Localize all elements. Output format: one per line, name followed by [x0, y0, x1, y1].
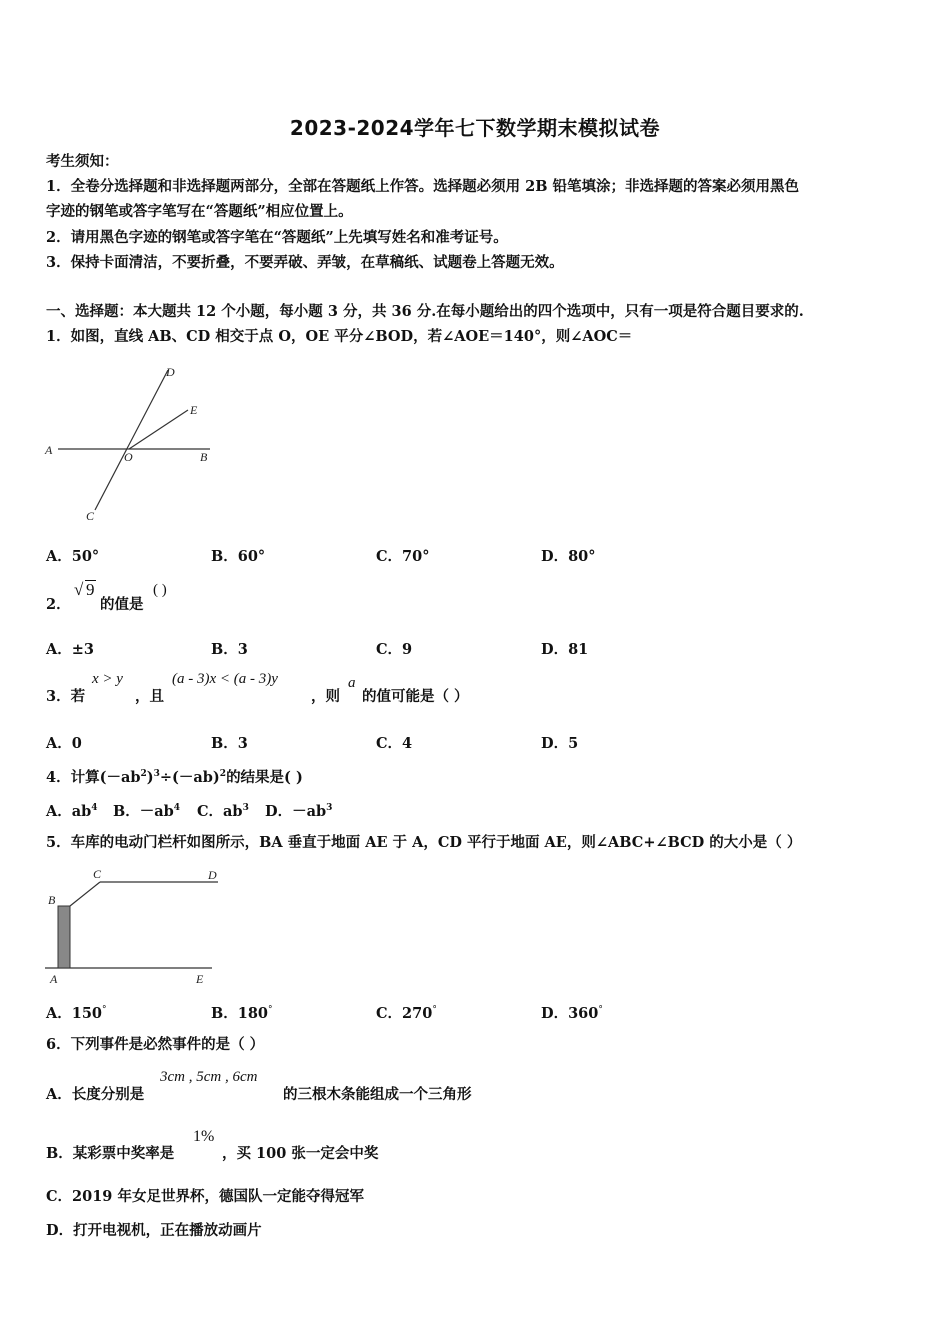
ray-oe — [129, 410, 188, 449]
label-d: D — [166, 365, 175, 379]
q1-option-a: A．50° — [46, 548, 100, 565]
page-title: 2023-2024学年七下数学期末模拟试卷 — [289, 116, 661, 140]
q3-variable: a — [348, 675, 356, 691]
q6-option-a-suffix: 的三根木条能组成一个三角形 — [283, 1086, 472, 1103]
q3-option-c: C．4 — [376, 735, 413, 752]
notice-line-1b: 字迹的钢笔或答字笔写在“答题纸”相应位置上。 — [46, 203, 353, 220]
notice-line-1a: 1．全卷分选择题和非选择题两部分，全部在答题纸上作答。选择题必须用 2B 铅笔填涂；非选择题的答案必须用黑色 — [46, 178, 800, 195]
q4-option-c: C．$ab^3$ — [197, 803, 249, 820]
q6-option-b-math: 1% — [193, 1128, 215, 1145]
q5-option-b: B．180° — [211, 1005, 273, 1022]
label-e: E — [190, 403, 198, 417]
q5-text: 5．车库的电动门栏杆如图所示，BA 垂直于地面 AE 于 A，CD 平行于地面 AE，则∠ABC+∠BCD 的大小是（ ） — [46, 834, 802, 851]
q1-text: 1．如图，直线 AB、CD 相交于点 O，OE 平分∠BOD，若∠AOE＝140°，则∠AOC＝ — [46, 328, 633, 345]
label-a: A — [45, 443, 53, 457]
q2-text: 的值是 — [100, 596, 144, 613]
notice-line-3: 3．保持卡面清洁，不要折叠，不要弄破、弄皱，在草稿纸、试题卷上答题无效。 — [46, 254, 564, 271]
q1-option-b: B．60° — [211, 548, 266, 565]
q2-option-b: B．3 — [211, 641, 248, 658]
bar-bc — [70, 882, 100, 906]
q5-figure — [40, 862, 225, 992]
q4-option-b: B．$-ab^4$ — [113, 803, 181, 820]
q5-option-a: A．150° — [46, 1005, 107, 1022]
label-o: O — [124, 450, 133, 464]
q2-option-d: D．81 — [541, 641, 589, 658]
line-cd — [95, 370, 168, 510]
q3-and: ，且 — [135, 688, 164, 705]
label-a: A — [50, 972, 58, 986]
q5-option-c: C．270° — [376, 1005, 437, 1022]
q6-option-a-math: 3cm , 5cm , 6cm — [160, 1069, 258, 1085]
q3-text: 的值可能是（ ） — [362, 688, 469, 705]
q1-option-c: C．70° — [376, 548, 430, 565]
q4-option-d: D．$-ab^3$ — [265, 803, 333, 820]
q6-option-d: D．打开电视机，正在播放动画片 — [46, 1222, 262, 1239]
label-d: D — [208, 868, 217, 882]
q3-option-a: A．0 — [46, 735, 82, 752]
q3-condition-2: (a - 3)x < (a - 3)y — [172, 671, 278, 687]
label-c: C — [93, 867, 102, 881]
q6-text: 6．下列事件是必然事件的是（ ） — [46, 1036, 265, 1053]
q6-option-c: C．2019 年女足世界杯，德国队一定能夺得冠军 — [46, 1188, 364, 1205]
label-e: E — [196, 972, 204, 986]
post-ba — [58, 906, 70, 968]
q2-number: 2． — [46, 596, 71, 613]
q2-option-c: C．9 — [376, 641, 413, 658]
q1-option-d: D．80° — [541, 548, 596, 565]
q2-sqrt-sign: √ — [74, 580, 84, 599]
q3-condition-1: x > y — [92, 671, 123, 687]
q5-option-d: D．360° — [541, 1005, 603, 1022]
q2-radicand: 9 — [86, 580, 95, 599]
q3-option-d: D．5 — [541, 735, 579, 752]
q3-option-b: B．3 — [211, 735, 248, 752]
section-heading: 一、选择题：本大题共 12 个小题，每小题 3 分，共 36 分.在每小题给出的四个选项中，只有一项是符合题目要求的. — [46, 303, 804, 320]
notice-line-2: 2．请用黑色字迹的钢笔或答字笔在“答题纸”上先填写姓名和准考证号。 — [46, 229, 508, 246]
q2-paren: ( ) — [153, 582, 167, 598]
q6-option-b-prefix: B．某彩票中奖率是 — [46, 1145, 175, 1162]
q3-number: 3．若 — [46, 688, 86, 705]
label-b: B — [48, 893, 56, 907]
q4-text: 4．计算$(-ab^2)^3\div(-ab)^2$的结果是( ) — [46, 768, 303, 786]
q4-option-a: A．$ab^4$ — [46, 803, 98, 820]
q1-figure — [40, 360, 220, 525]
notice-heading: 考生须知： — [46, 153, 119, 170]
label-c: C — [86, 509, 95, 523]
q3-then: ，则 — [311, 688, 340, 705]
q6-option-b-suffix: ，买 100 张一定会中奖 — [222, 1145, 379, 1162]
q6-option-a-prefix: A．长度分别是 — [46, 1086, 145, 1103]
q2-option-a: A．±3 — [46, 641, 94, 658]
label-b: B — [200, 450, 208, 464]
